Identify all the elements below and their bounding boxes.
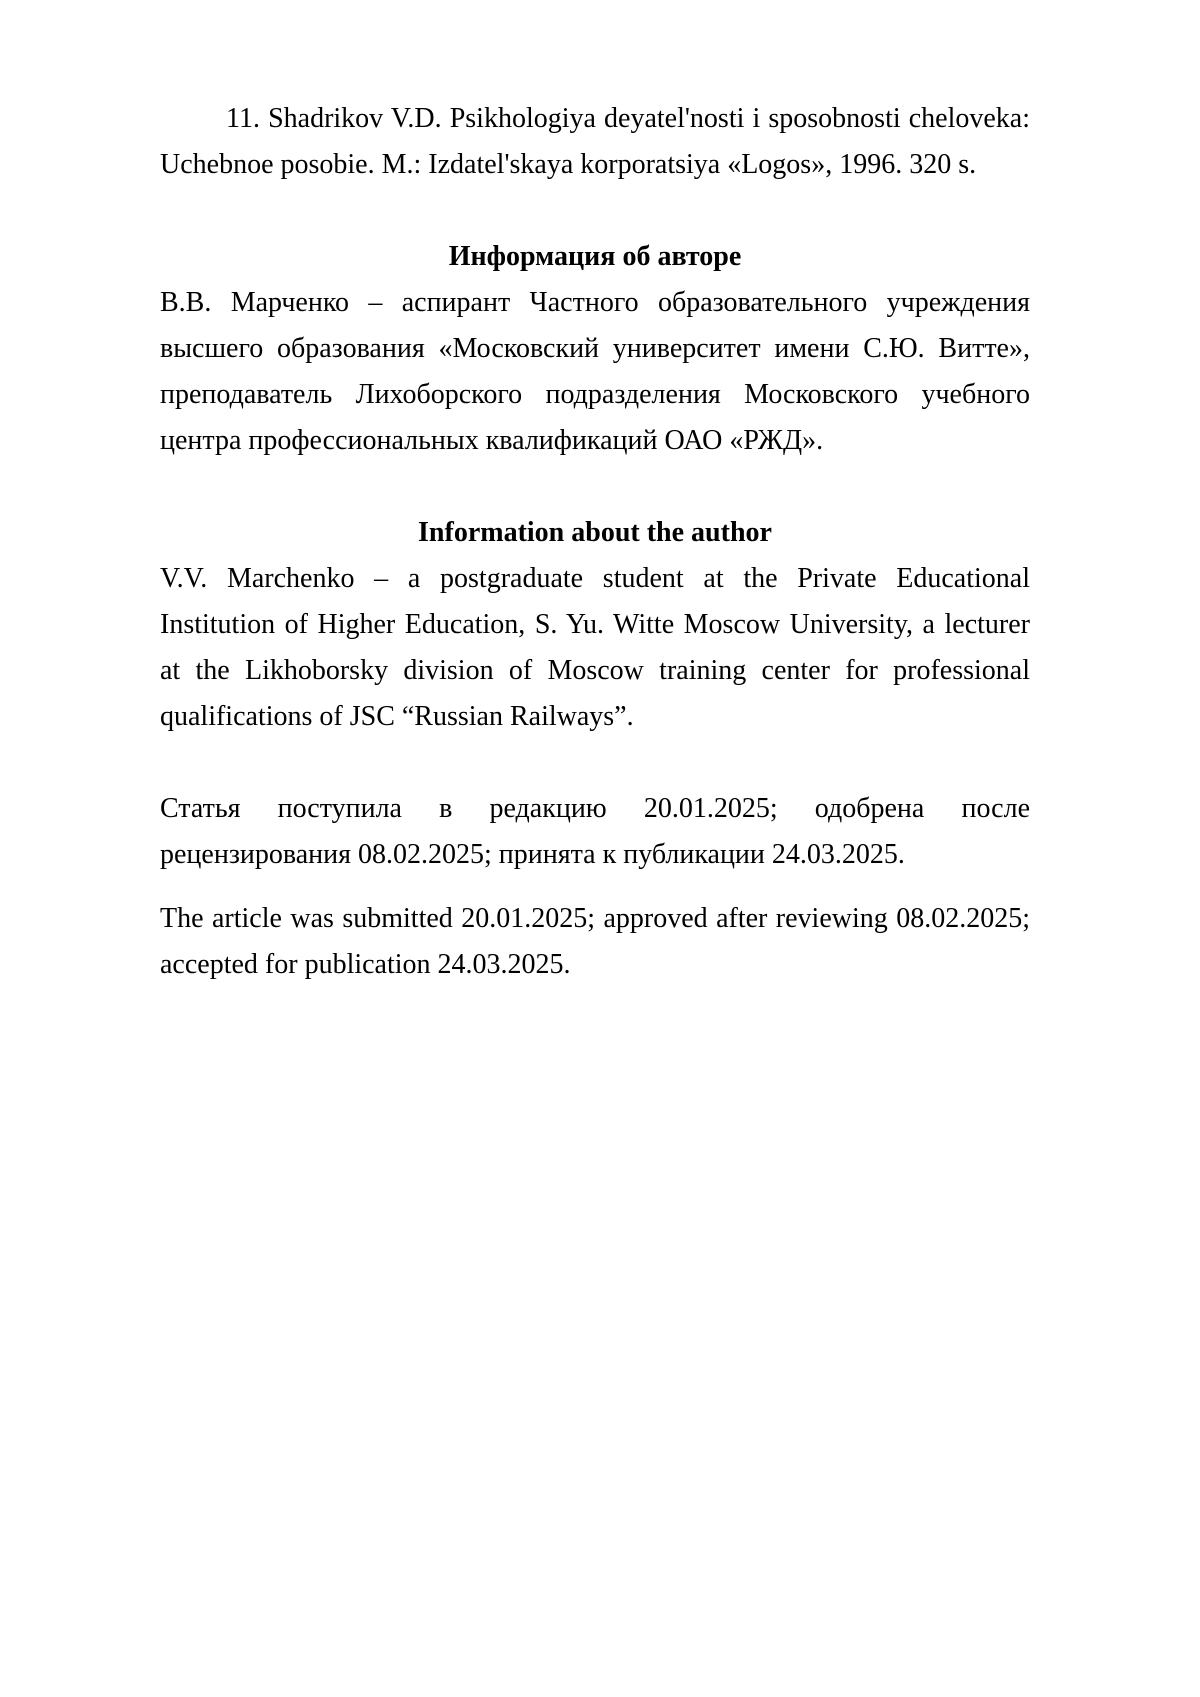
submission-note-en: The article was submitted 20.01.2025; approved after reviewing 08.02.2025; accepted for publication 24.03.2025.	[160, 903, 1030, 980]
author-info-ru-body: В.В. Марченко – аспирант Частного образовательного учреждения высшего образования «Московский университет имени С.Ю. Витте», преподаватель Лихоборского подразделения Московского учебного центра профессиональных квалификаций ОАО «РЖД».	[160, 287, 1030, 456]
author-info-ru-heading: Информация об авторе	[448, 241, 742, 272]
reference-item-11: 11. Shadrikov V.D. Psikhologiya deyatel'nosti i sposobnosti cheloveka: Uchebnoe posobie. M.: Izdatel'skaya korporatsiya «Logos», 1996. 320 s.	[160, 103, 1030, 180]
author-info-en-heading: Information about the author	[418, 517, 772, 548]
submission-note-ru: Статья поступила в редакцию 20.01.2025; одобрена после рецензирования 08.02.2025; принята к публикации 24.03.2025.	[160, 793, 1030, 870]
author-info-en-body: V.V. Marchenko – a postgraduate student at the Private Educational Institution of Higher Education, S. Yu. Witte Moscow University, a lecturer at the Likhoborsky division of Moscow training center for professional qualifications of JSC “Russian Railways”.	[160, 563, 1030, 732]
